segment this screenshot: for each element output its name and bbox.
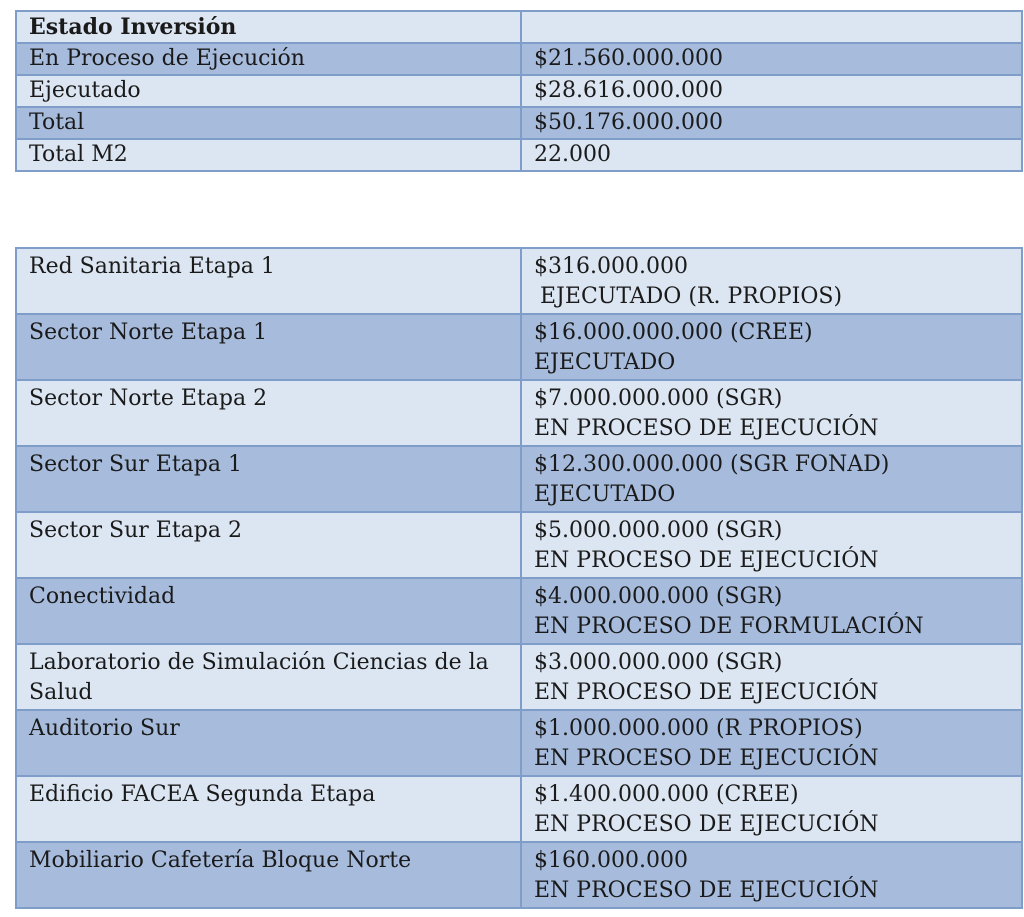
project-amount-cell bbox=[521, 248, 1022, 314]
summary-label: Total M2 bbox=[16, 139, 521, 171]
project-name: Sector Norte Etapa 1 bbox=[29, 320, 268, 345]
summary-header-row bbox=[16, 11, 1022, 43]
project-amount: $160.000.000 bbox=[534, 848, 688, 873]
summary-header-value bbox=[521, 11, 1022, 43]
project-status: EN PROCESO DE EJECUCIÓN bbox=[534, 680, 879, 705]
project-status: EN PROCESO DE EJECUCIÓN bbox=[534, 878, 879, 903]
project-amount: $1.400.000.000 (CREE) bbox=[534, 782, 799, 807]
summary-row bbox=[16, 107, 1022, 139]
summary-row bbox=[16, 75, 1022, 107]
project-name: Laboratorio de Simulación Ciencias de la bbox=[29, 650, 489, 675]
project-amount: $7.000.000.000 (SGR) bbox=[534, 386, 783, 411]
project-name-cell bbox=[16, 314, 521, 380]
project-row bbox=[16, 446, 1022, 512]
project-amount-cell bbox=[521, 446, 1022, 512]
project-name-cell bbox=[16, 248, 521, 314]
projects-table bbox=[15, 247, 1023, 909]
project-name: Edificio FACEA Segunda Etapa bbox=[29, 782, 376, 807]
project-status: EJECUTADO bbox=[534, 350, 676, 375]
summary-value: $50.176.000.000 bbox=[521, 107, 1022, 139]
project-amount: $5.000.000.000 (SGR) bbox=[534, 518, 783, 543]
project-status: EN PROCESO DE FORMULACIÓN bbox=[534, 614, 924, 639]
project-amount-cell bbox=[521, 512, 1022, 578]
project-amount-cell bbox=[521, 710, 1022, 776]
project-name-cell bbox=[16, 644, 521, 710]
project-name-cell bbox=[16, 578, 521, 644]
project-name: Sector Norte Etapa 2 bbox=[29, 386, 268, 411]
summary-row bbox=[16, 139, 1022, 171]
project-name: Mobiliario Cafetería Bloque Norte bbox=[29, 848, 412, 873]
summary-header-label: Estado Inversión bbox=[16, 11, 521, 43]
project-amount-cell bbox=[521, 380, 1022, 446]
project-status: EN PROCESO DE EJECUCIÓN bbox=[534, 416, 879, 441]
project-name: Red Sanitaria Etapa 1 bbox=[29, 254, 275, 279]
summary-value: 22.000 bbox=[521, 139, 1022, 171]
project-status: EN PROCESO DE EJECUCIÓN bbox=[534, 548, 879, 573]
project-name-cell bbox=[16, 380, 521, 446]
summary-value: $21.560.000.000 bbox=[521, 43, 1022, 75]
project-row bbox=[16, 380, 1022, 446]
investment-summary-table bbox=[15, 10, 1023, 172]
project-amount-cell bbox=[521, 314, 1022, 380]
project-amount-cell bbox=[521, 842, 1022, 908]
project-amount: $12.300.000.000 (SGR FONAD) bbox=[534, 452, 890, 477]
project-name-cell bbox=[16, 446, 521, 512]
summary-label: En Proceso de Ejecución bbox=[16, 43, 521, 75]
project-name-cont: Salud bbox=[29, 680, 93, 705]
summary-row bbox=[16, 43, 1022, 75]
project-amount-cell bbox=[521, 644, 1022, 710]
project-name: Sector Sur Etapa 1 bbox=[29, 452, 242, 477]
project-status: EN PROCESO DE EJECUCIÓN bbox=[534, 812, 879, 837]
project-amount-cell bbox=[521, 776, 1022, 842]
project-amount-cell bbox=[521, 578, 1022, 644]
project-name: Auditorio Sur bbox=[29, 716, 180, 741]
summary-label: Ejecutado bbox=[16, 75, 521, 107]
project-status: EJECUTADO bbox=[534, 482, 676, 507]
project-status: EN PROCESO DE EJECUCIÓN bbox=[534, 746, 879, 771]
project-name: Sector Sur Etapa 2 bbox=[29, 518, 242, 543]
project-row bbox=[16, 710, 1022, 776]
project-row bbox=[16, 248, 1022, 314]
project-name-cell bbox=[16, 512, 521, 578]
project-amount: $16.000.000.000 (CREE) bbox=[534, 320, 813, 345]
project-amount: $1.000.000.000 (R PROPIOS) bbox=[534, 716, 863, 741]
project-row bbox=[16, 578, 1022, 644]
project-status: EJECUTADO (R. PROPIOS) bbox=[540, 284, 843, 309]
summary-value: $28.616.000.000 bbox=[521, 75, 1022, 107]
project-amount: $316.000.000 bbox=[534, 254, 688, 279]
project-row bbox=[16, 776, 1022, 842]
summary-label: Total bbox=[16, 107, 521, 139]
project-amount: $3.000.000.000 (SGR) bbox=[534, 650, 783, 675]
project-row bbox=[16, 842, 1022, 908]
project-row bbox=[16, 314, 1022, 380]
project-amount: $4.000.000.000 (SGR) bbox=[534, 584, 783, 609]
project-name: Conectividad bbox=[29, 584, 176, 609]
project-name-cell bbox=[16, 776, 521, 842]
project-name-cell bbox=[16, 710, 521, 776]
project-name-cell bbox=[16, 842, 521, 908]
project-row bbox=[16, 512, 1022, 578]
project-row bbox=[16, 644, 1022, 710]
